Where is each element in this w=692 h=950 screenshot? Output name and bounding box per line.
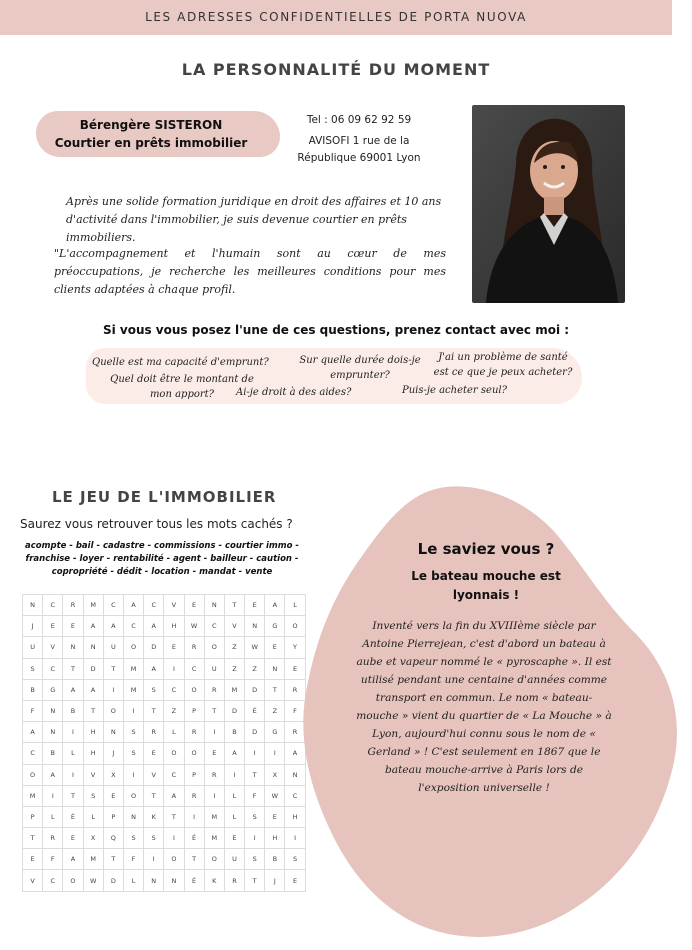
- grid-cell[interactable]: M: [204, 806, 224, 827]
- person-role: Courtier en prêts immobilier: [54, 136, 248, 150]
- grid-cell[interactable]: F: [245, 785, 265, 806]
- phone-number[interactable]: Tel : 06 09 62 92 59: [306, 114, 412, 126]
- grid-cell[interactable]: D: [245, 679, 265, 700]
- grid-cell[interactable]: A: [285, 743, 305, 764]
- did-you-know-text: Inventé vers la fin du XVIIIème siècle par Antoine Pierrejean, c'est d'abord un bateau à aube et vapeur nommé le « pyroscaphe ». Il est utilisé pendant une centaine d'années comme transport en commun. Le nom « bateau-mouche » vient du quartier de « La Mouche » à Lyon, aujourd'hui connu sous le nom de « Gerland » ! C'est seulement en 1867 que le bateau mouche-arrive à Paris lors de l'exposition universelle !: [356, 620, 612, 794]
- grid-cell[interactable]: E: [265, 806, 285, 827]
- grid-cell[interactable]: R: [285, 679, 305, 700]
- bio-paragraph-1: Après une solide formation juridique en droit des affaires et 10 ans d'activité dans l'immobilier, je suis devenue courtier en prêts immobiliers.: [66, 195, 442, 244]
- bio-paragraph-2: "L'accompagnement et l'humain sont au cœur de mes préoccupations, je recherche les meilleures conditions pour mes clients adaptées à chaque profil.: [54, 247, 446, 296]
- grid-row: [23, 870, 306, 891]
- grid-cell[interactable]: L: [123, 870, 143, 891]
- grid-cell[interactable]: A: [123, 595, 143, 616]
- grid-cell[interactable]: B: [265, 849, 285, 870]
- grid-cell[interactable]: T: [63, 658, 83, 679]
- grid-cell[interactable]: S: [123, 743, 143, 764]
- grid-cell[interactable]: H: [265, 828, 285, 849]
- grid-cell[interactable]: N: [63, 637, 83, 658]
- grid-cell[interactable]: E: [63, 828, 83, 849]
- question-item: Quelle est ma capacité d'emprunt?: [92, 357, 269, 368]
- grid-cell[interactable]: H: [164, 616, 184, 637]
- grid-cell[interactable]: M: [123, 679, 143, 700]
- grid-cell[interactable]: F: [23, 700, 43, 721]
- grid-cell[interactable]: A: [144, 658, 164, 679]
- header-title: LES ADRESSES CONFIDENTIELLES DE PORTA NUOVA: [145, 10, 527, 24]
- grid-cell[interactable]: E: [285, 658, 305, 679]
- grid-cell[interactable]: S: [285, 849, 305, 870]
- address-line-1: AVISOFI 1 rue de la: [308, 135, 410, 147]
- grid-cell[interactable]: T: [103, 849, 123, 870]
- grid-cell[interactable]: P: [103, 806, 123, 827]
- grid-cell[interactable]: L: [224, 806, 244, 827]
- grid-cell[interactable]: C: [144, 595, 164, 616]
- did-you-know-subtitle: Le bateau mouche est lyonnais !: [411, 569, 561, 602]
- word-list-line: acompte - bail - cadastre - commissions - courtier immo -: [25, 541, 299, 551]
- grid-cell[interactable]: G: [265, 722, 285, 743]
- grid-cell[interactable]: S: [83, 785, 103, 806]
- grid-cell[interactable]: G: [265, 616, 285, 637]
- grid-cell[interactable]: G: [43, 679, 63, 700]
- grid-cell[interactable]: A: [103, 616, 123, 637]
- grid-cell[interactable]: W: [184, 616, 204, 637]
- person-name: Bérengère SISTERON: [79, 118, 223, 132]
- grid-cell[interactable]: R: [43, 828, 63, 849]
- grid-cell[interactable]: C: [43, 870, 63, 891]
- grid-cell[interactable]: I: [144, 849, 164, 870]
- grid-cell[interactable]: D: [224, 700, 244, 721]
- grid-cell[interactable]: I: [43, 785, 63, 806]
- questions-title: Si vous vous posez l'une de ces questions, prenez contact avec moi :: [102, 323, 570, 337]
- grid-cell[interactable]: T: [164, 806, 184, 827]
- grid-row: [23, 700, 306, 721]
- grid-cell[interactable]: R: [224, 870, 244, 891]
- grid-cell[interactable]: R: [63, 595, 83, 616]
- question-item: Ai-je droit à des aides?: [236, 387, 352, 398]
- grid-cell[interactable]: N: [144, 870, 164, 891]
- grid-cell[interactable]: O: [204, 637, 224, 658]
- grid-cell[interactable]: L: [63, 743, 83, 764]
- grid-cell[interactable]: É: [184, 828, 204, 849]
- grid-cell[interactable]: C: [123, 616, 143, 637]
- did-you-know-title: Le saviez vous ?: [417, 540, 555, 558]
- page-title: LA PERSONNALITÉ DU MOMENT: [181, 60, 491, 79]
- word-list-line: copropriété - dédit - location - mandat - vente: [51, 567, 273, 577]
- grid-cell[interactable]: N: [265, 658, 285, 679]
- grid-cell[interactable]: F: [123, 849, 143, 870]
- grid-cell[interactable]: V: [224, 616, 244, 637]
- grid-cell[interactable]: M: [83, 849, 103, 870]
- grid-cell[interactable]: A: [83, 616, 103, 637]
- question-item: Sur quelle durée dois-je emprunter?: [299, 355, 421, 381]
- grid-cell[interactable]: J: [103, 743, 123, 764]
- grid-row: [23, 595, 306, 616]
- grid-cell[interactable]: N: [123, 806, 143, 827]
- grid-cell[interactable]: E: [144, 743, 164, 764]
- question-item: Puis-je acheter seul?: [402, 385, 507, 396]
- grid-cell[interactable]: T: [204, 700, 224, 721]
- grid-cell[interactable]: H: [285, 806, 305, 827]
- grid-cell[interactable]: A: [63, 849, 83, 870]
- grid-cell[interactable]: O: [63, 870, 83, 891]
- grid-cell[interactable]: X: [83, 828, 103, 849]
- portrait-photo: [472, 105, 625, 303]
- grid-row: [23, 764, 306, 785]
- grid-cell[interactable]: É: [63, 806, 83, 827]
- grid-cell[interactable]: J: [23, 616, 43, 637]
- grid-cell[interactable]: N: [245, 616, 265, 637]
- grid-cell[interactable]: Z: [224, 637, 244, 658]
- grid-cell[interactable]: I: [123, 700, 143, 721]
- game-title: LE JEU DE L'IMMOBILIER: [52, 488, 277, 506]
- grid-cell[interactable]: I: [164, 658, 184, 679]
- grid-cell[interactable]: I: [265, 743, 285, 764]
- grid-cell[interactable]: J: [265, 870, 285, 891]
- grid-cell[interactable]: B: [23, 679, 43, 700]
- grid-cell[interactable]: I: [123, 764, 143, 785]
- grid-cell[interactable]: T: [144, 700, 164, 721]
- grid-cell[interactable]: A: [144, 616, 164, 637]
- grid-cell[interactable]: I: [63, 764, 83, 785]
- grid-cell[interactable]: I: [103, 679, 123, 700]
- word-list: [12, 540, 312, 579]
- word-list-line: franchise - loyer - rentabilité - agent - bailleur - caution -: [25, 554, 299, 564]
- grid-cell[interactable]: N: [23, 595, 43, 616]
- grid-cell[interactable]: C: [204, 616, 224, 637]
- grid-cell[interactable]: U: [23, 637, 43, 658]
- grid-cell[interactable]: P: [23, 806, 43, 827]
- grid-cell[interactable]: C: [164, 764, 184, 785]
- grid-cell[interactable]: R: [285, 722, 305, 743]
- question-item: Quel doit être le montant de mon apport?: [110, 374, 254, 400]
- grid-row: [23, 658, 306, 679]
- grid-cell[interactable]: I: [184, 806, 204, 827]
- grid-cell[interactable]: I: [245, 743, 265, 764]
- grid-cell[interactable]: W: [83, 870, 103, 891]
- grid-cell[interactable]: H: [83, 743, 103, 764]
- grid-cell[interactable]: M: [224, 679, 244, 700]
- grid-cell[interactable]: A: [63, 679, 83, 700]
- grid-cell[interactable]: A: [265, 595, 285, 616]
- grid-cell[interactable]: C: [23, 743, 43, 764]
- grid-row: [23, 849, 306, 870]
- address-line-2: République 69001 Lyon: [297, 152, 421, 164]
- grid-cell[interactable]: D: [83, 658, 103, 679]
- word-search-grid[interactable]: [22, 594, 306, 892]
- grid-cell[interactable]: O: [184, 743, 204, 764]
- grid-cell[interactable]: L: [43, 806, 63, 827]
- grid-cell[interactable]: E: [63, 616, 83, 637]
- grid-cell[interactable]: M: [23, 785, 43, 806]
- grid-cell[interactable]: E: [265, 637, 285, 658]
- grid-cell[interactable]: T: [184, 849, 204, 870]
- contact-info: [296, 112, 422, 167]
- grid-cell[interactable]: É: [184, 870, 204, 891]
- grid-cell[interactable]: H: [83, 722, 103, 743]
- grid-cell[interactable]: S: [123, 828, 143, 849]
- grid-cell[interactable]: S: [123, 722, 143, 743]
- grid-cell[interactable]: A: [224, 743, 244, 764]
- grid-row: [23, 679, 306, 700]
- grid-cell[interactable]: E: [245, 595, 265, 616]
- grid-row: [23, 743, 306, 764]
- grid-cell[interactable]: O: [164, 743, 184, 764]
- grid-cell[interactable]: T: [103, 658, 123, 679]
- grid-cell[interactable]: E: [184, 595, 204, 616]
- grid-cell[interactable]: K: [144, 806, 164, 827]
- grid-cell[interactable]: C: [103, 595, 123, 616]
- grid-cell[interactable]: S: [144, 679, 164, 700]
- grid-cell[interactable]: X: [103, 764, 123, 785]
- grid-cell[interactable]: V: [23, 870, 43, 891]
- grid-cell[interactable]: E: [285, 870, 305, 891]
- grid-cell[interactable]: D: [245, 722, 265, 743]
- grid-cell[interactable]: C: [184, 658, 204, 679]
- grid-cell[interactable]: D: [103, 870, 123, 891]
- grid-cell[interactable]: N: [103, 722, 123, 743]
- grid-cell[interactable]: C: [43, 658, 63, 679]
- grid-cell[interactable]: X: [265, 764, 285, 785]
- grid-cell[interactable]: R: [184, 722, 204, 743]
- grid-cell[interactable]: M: [83, 595, 103, 616]
- grid-cell[interactable]: I: [204, 785, 224, 806]
- grid-cell[interactable]: B: [63, 700, 83, 721]
- grid-cell[interactable]: F: [43, 849, 63, 870]
- grid-cell[interactable]: S: [245, 849, 265, 870]
- grid-cell[interactable]: E: [204, 743, 224, 764]
- grid-cell[interactable]: W: [265, 785, 285, 806]
- grid-cell[interactable]: V: [164, 595, 184, 616]
- grid-cell[interactable]: I: [164, 828, 184, 849]
- grid-cell[interactable]: O: [123, 785, 143, 806]
- grid-cell[interactable]: C: [164, 679, 184, 700]
- grid-cell[interactable]: T: [144, 785, 164, 806]
- grid-cell[interactable]: M: [123, 658, 143, 679]
- grid-cell[interactable]: A: [43, 764, 63, 785]
- grid-cell[interactable]: O: [123, 637, 143, 658]
- grid-cell[interactable]: T: [63, 785, 83, 806]
- grid-cell[interactable]: E: [103, 785, 123, 806]
- grid-row: [23, 806, 306, 827]
- grid-cell[interactable]: N: [43, 722, 63, 743]
- grid-row: [23, 828, 306, 849]
- header-bar: [0, 0, 672, 35]
- grid-cell[interactable]: O: [184, 679, 204, 700]
- grid-cell[interactable]: N: [83, 637, 103, 658]
- grid-cell[interactable]: R: [204, 764, 224, 785]
- grid-cell[interactable]: O: [23, 764, 43, 785]
- grid-cell[interactable]: T: [224, 595, 244, 616]
- grid-cell[interactable]: I: [245, 828, 265, 849]
- grid-cell[interactable]: A: [83, 679, 103, 700]
- grid-cell[interactable]: V: [83, 764, 103, 785]
- grid-cell[interactable]: O: [103, 700, 123, 721]
- grid-row: [23, 722, 306, 743]
- grid-cell[interactable]: Q: [103, 828, 123, 849]
- grid-cell[interactable]: C: [43, 595, 63, 616]
- grid-cell[interactable]: N: [204, 595, 224, 616]
- grid-cell[interactable]: M: [204, 828, 224, 849]
- grid-cell[interactable]: Z: [245, 658, 265, 679]
- grid-cell[interactable]: L: [285, 595, 305, 616]
- grid-cell[interactable]: C: [285, 785, 305, 806]
- grid-cell[interactable]: S: [144, 828, 164, 849]
- grid-cell[interactable]: E: [43, 616, 63, 637]
- grid-cell[interactable]: T: [245, 870, 265, 891]
- grid-cell[interactable]: I: [224, 764, 244, 785]
- grid-cell[interactable]: E: [23, 849, 43, 870]
- grid-cell[interactable]: U: [204, 658, 224, 679]
- grid-cell[interactable]: Y: [285, 637, 305, 658]
- grid-cell[interactable]: S: [23, 658, 43, 679]
- grid-cell[interactable]: R: [204, 679, 224, 700]
- grid-cell[interactable]: L: [164, 722, 184, 743]
- grid-cell[interactable]: Z: [164, 700, 184, 721]
- grid-cell[interactable]: W: [245, 637, 265, 658]
- grid-cell[interactable]: L: [83, 806, 103, 827]
- grid-cell[interactable]: V: [43, 637, 63, 658]
- grid-cell[interactable]: N: [285, 764, 305, 785]
- grid-cell[interactable]: B: [43, 743, 63, 764]
- grid-cell[interactable]: Z: [224, 658, 244, 679]
- name-badge: [36, 111, 280, 157]
- grid-cell[interactable]: O: [164, 849, 184, 870]
- grid-cell[interactable]: P: [184, 700, 204, 721]
- grid-cell[interactable]: V: [144, 764, 164, 785]
- grid-cell[interactable]: N: [43, 700, 63, 721]
- grid-cell[interactable]: S: [245, 806, 265, 827]
- grid-row: [23, 637, 306, 658]
- grid-cell[interactable]: U: [224, 849, 244, 870]
- grid-cell[interactable]: P: [184, 764, 204, 785]
- grid-cell[interactable]: T: [23, 828, 43, 849]
- grid-cell[interactable]: O: [285, 616, 305, 637]
- grid-cell[interactable]: R: [144, 722, 164, 743]
- grid-cell[interactable]: T: [245, 764, 265, 785]
- grid-cell[interactable]: É: [245, 700, 265, 721]
- grid-cell[interactable]: A: [23, 722, 43, 743]
- grid-cell[interactable]: L: [224, 785, 244, 806]
- game-subtitle: Saurez vous retrouver tous les mots cachés ?: [20, 517, 293, 531]
- grid-cell[interactable]: I: [204, 722, 224, 743]
- grid-cell[interactable]: R: [184, 637, 204, 658]
- grid-cell[interactable]: N: [164, 870, 184, 891]
- grid-row: [23, 785, 306, 806]
- grid-cell[interactable]: F: [285, 700, 305, 721]
- grid-cell[interactable]: R: [184, 785, 204, 806]
- grid-cell[interactable]: D: [144, 637, 164, 658]
- grid-cell[interactable]: E: [224, 828, 244, 849]
- grid-cell[interactable]: K: [204, 870, 224, 891]
- grid-cell[interactable]: B: [224, 722, 244, 743]
- grid-cell[interactable]: I: [63, 722, 83, 743]
- grid-cell[interactable]: T: [83, 700, 103, 721]
- grid-row: [23, 616, 306, 637]
- grid-cell[interactable]: E: [164, 637, 184, 658]
- grid-cell[interactable]: Z: [265, 700, 285, 721]
- grid-cell[interactable]: U: [103, 637, 123, 658]
- grid-cell[interactable]: I: [285, 828, 305, 849]
- grid-cell[interactable]: A: [164, 785, 184, 806]
- grid-cell[interactable]: T: [265, 679, 285, 700]
- grid-cell[interactable]: O: [204, 849, 224, 870]
- question-item: J'ai un problème de santé est ce que je peux acheter?: [433, 352, 573, 378]
